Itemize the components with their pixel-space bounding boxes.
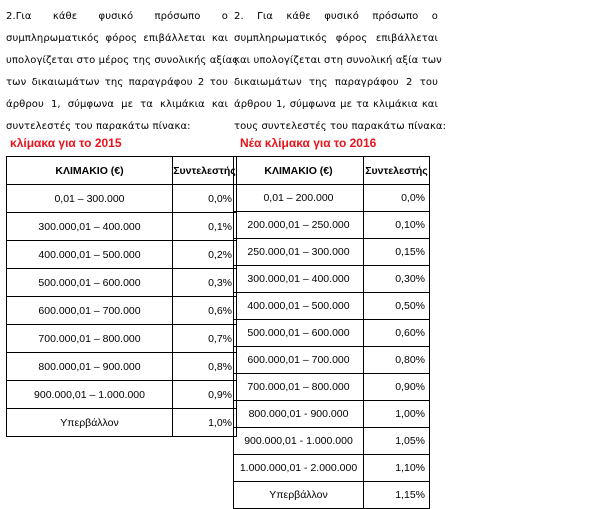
rate-cell: 0,0% [173,185,237,213]
table-2016 [233,156,430,509]
bracket-cell: 700.000,01 – 800.000 [234,374,364,401]
table-row [234,347,430,374]
bracket-cell: 400.000,01 – 500.000 [7,241,173,269]
bracket-cell: 600.000,01 – 700.000 [234,347,364,374]
rate-cell: 0,60% [364,320,430,347]
table-header-row [234,157,430,185]
column-header-rate: Συντελεστής [173,157,237,185]
text-line: και υπολογίζεται στη συνολική αξία των [234,55,442,66]
table-row [7,381,237,409]
text-line: 2. Για κάθε φυσικό πρόσωπο ο [234,11,438,22]
column-header-rate: Συντελεστής [364,157,430,185]
table-row [7,213,237,241]
rate-cell: 0,1% [173,213,237,241]
rate-cell: 0,50% [364,293,430,320]
bracket-cell: Υπερβάλλον [234,482,364,509]
bracket-cell: 400.000,01 – 500.000 [234,293,364,320]
bracket-cell: 0,01 – 300.000 [7,185,173,213]
column-header-bracket: ΚΛΙΜΑΚΙΟ (€) [7,157,173,185]
table-row [234,293,430,320]
table-header-row [7,157,237,185]
text-line: συμπληρωματικός φόρος επιβάλλεται [234,33,438,44]
text-line: δικαιωμάτων της παραγράφου 2 του [234,77,438,88]
table-row [234,266,430,293]
heading-2016: Νέα κλίμακα για το 2016 [240,136,377,150]
table-row [7,409,237,437]
text-line: των δικαιωμάτων της παραγράφου 2 του [6,77,228,88]
bracket-cell: Υπερβάλλον [7,409,173,437]
bracket-cell: 900.000,01 – 1.000.000 [7,381,173,409]
table-row [7,269,237,297]
table-row [234,239,430,266]
rate-cell: 0,80% [364,347,430,374]
rate-cell: 0,90% [364,374,430,401]
text-line: 2.Για κάθε φυσικό πρόσωπο ο [6,11,228,22]
text-line: άρθρου 1, σύμφωνα με τα κλιμάκια και [6,99,228,110]
table-row [7,325,237,353]
rate-cell: 1,05% [364,428,430,455]
bracket-cell: 500.000,01 – 600.000 [7,269,173,297]
table-row [7,185,237,213]
bracket-cell: 250.000,01 – 300.000 [234,239,364,266]
table-row [234,401,430,428]
rate-cell: 0,0% [364,185,430,212]
bracket-cell: 1.000.000,01 - 2.000.000 [234,455,364,482]
text-line: άρθρου 1, σύμφωνα με τα κλιμάκια και [234,99,438,110]
bracket-cell: 600.000,01 – 700.000 [7,297,173,325]
bracket-cell: 900.000,01 - 1.000.000 [234,428,364,455]
bracket-cell: 300.000,01 – 400.000 [234,266,364,293]
rate-cell: 0,10% [364,212,430,239]
text-line: υπολογίζεται στο μέρος της συνολικής αξίας [6,55,239,66]
bracket-cell: 300.000,01 – 400.000 [7,213,173,241]
table-row [7,353,237,381]
rate-cell: 0,6% [173,297,237,325]
rate-cell: 0,30% [364,266,430,293]
table-row [234,428,430,455]
rate-cell: 0,3% [173,269,237,297]
paragraph-2015 [6,6,239,138]
bracket-cell: 200.000,01 – 250.000 [234,212,364,239]
table-row [7,297,237,325]
bracket-cell: 800.000,01 - 900.000 [234,401,364,428]
bracket-cell: 0,01 – 200.000 [234,185,364,212]
text-line: συμπληρωματικός φόρος επιβάλλεται και [6,33,228,44]
table-row [234,455,430,482]
text-line: συντελεστές του παρακάτω πίνακα: [6,121,191,132]
bracket-cell: 800.000,01 – 900.000 [7,353,173,381]
bracket-cell: 700.000,01 – 800.000 [7,325,173,353]
heading-2015: κλίμακα για το 2015 [10,136,122,150]
rate-cell: 0,7% [173,325,237,353]
rate-cell: 0,2% [173,241,237,269]
table-row [7,241,237,269]
rate-cell: 1,00% [364,401,430,428]
rate-cell: 1,10% [364,455,430,482]
table-row [234,212,430,239]
table-row [234,185,430,212]
rate-cell: 1,15% [364,482,430,509]
bracket-cell: 500.000,01 – 600.000 [234,320,364,347]
table-row [234,374,430,401]
paragraph-2016 [234,6,447,138]
rate-cell: 1,0% [173,409,237,437]
column-header-bracket: ΚΛΙΜΑΚΙΟ (€) [234,157,364,185]
table-row [234,320,430,347]
text-line: τους συντελεστές του παρακάτω πίνακα: [234,121,447,132]
rate-cell: 0,15% [364,239,430,266]
rate-cell: 0,9% [173,381,237,409]
rate-cell: 0,8% [173,353,237,381]
table-2015 [6,156,237,437]
